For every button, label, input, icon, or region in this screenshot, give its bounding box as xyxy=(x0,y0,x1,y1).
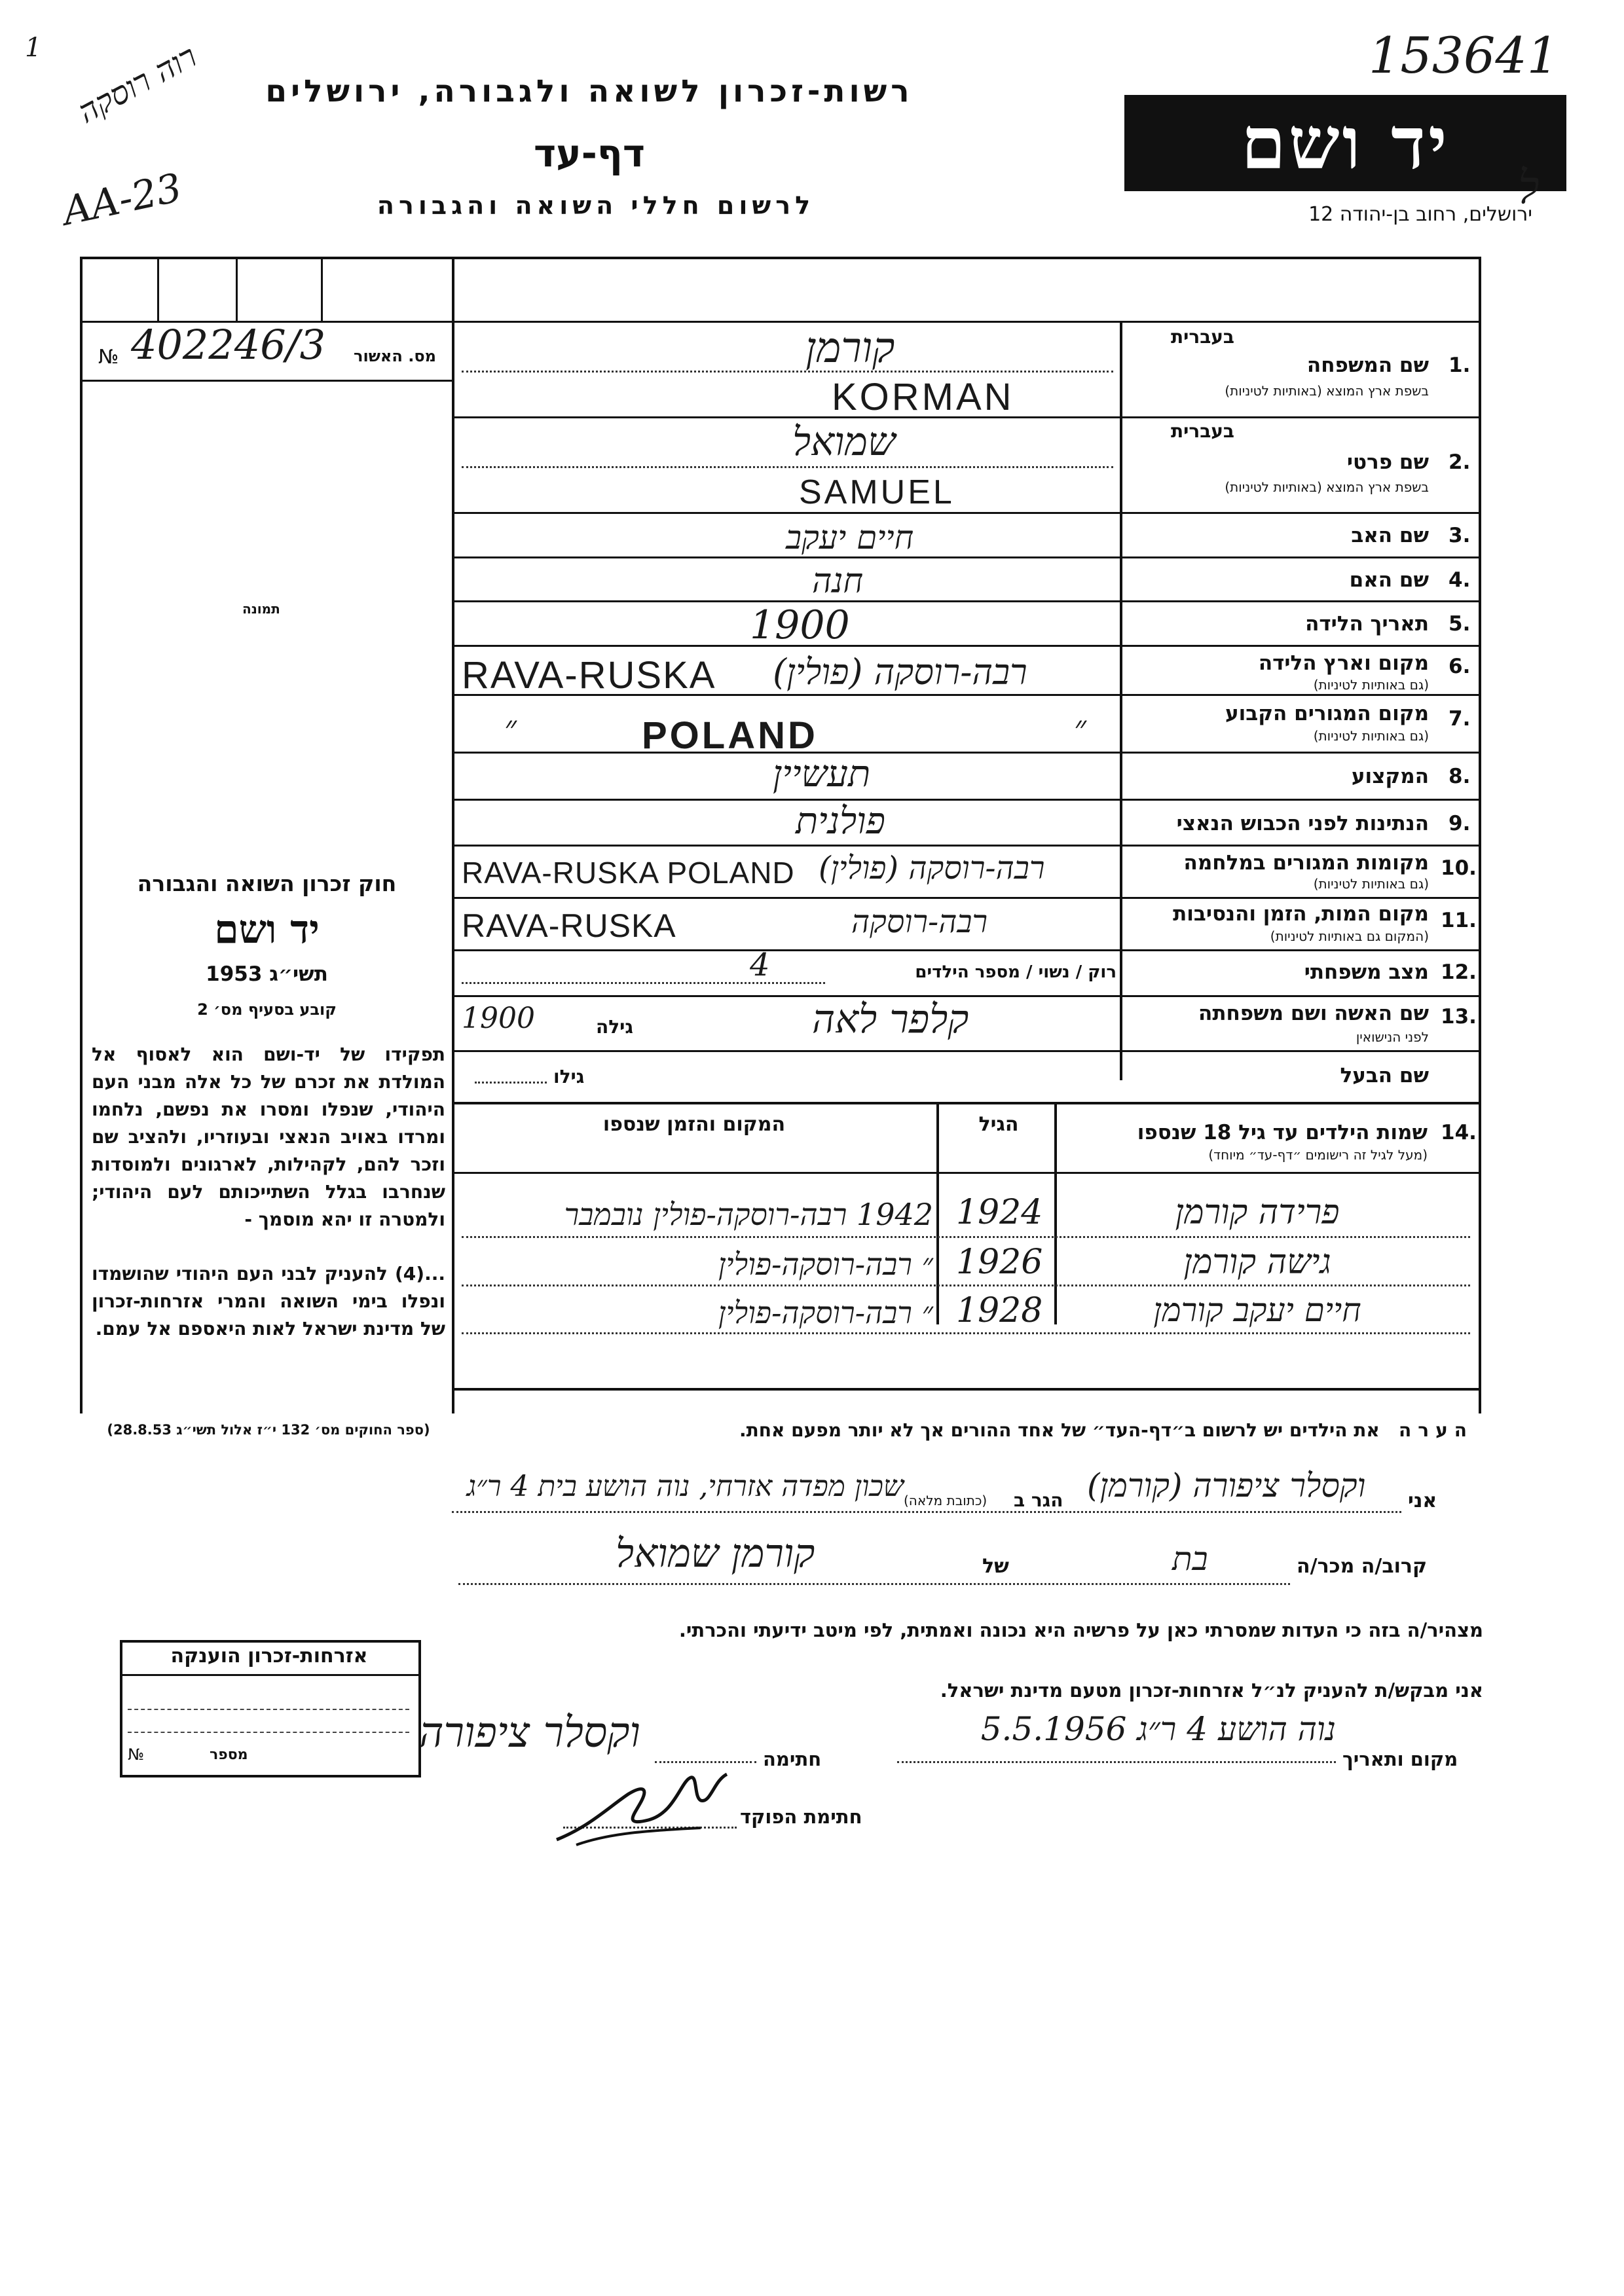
place-date-dotline xyxy=(897,1761,1336,1763)
field-7-number: 7. xyxy=(1449,707,1471,731)
law-title: חוק זכרון השואה והגבורה xyxy=(137,871,397,896)
place-date-label: מקום ותאריך xyxy=(1342,1748,1458,1770)
children-place-header: המקום והזמן שנספו xyxy=(602,1113,786,1136)
approval-number: 402246/3 xyxy=(131,321,326,369)
frame-top xyxy=(80,257,1481,259)
field-7-sub: (גם באותיות לטיניות) xyxy=(1313,728,1429,744)
citizenship-box-line-2 xyxy=(128,1732,409,1733)
field-2-dotline xyxy=(462,466,1113,468)
row-line xyxy=(454,1050,1479,1052)
field-1-sub: בשפת ארץ המוצא (באותיות לטיניות) xyxy=(1225,383,1429,399)
wife-name: קלפר לאה xyxy=(812,996,969,1042)
death-place-latin: RAVA-RUSKA xyxy=(462,907,676,944)
mother-name: חנה xyxy=(812,562,864,601)
child-1-age: 1924 xyxy=(956,1193,1043,1232)
child-3-place: ״ רבה-רוסקה-פולין xyxy=(718,1295,933,1330)
declaration-request: אני מבקש/ת להעניק לנ״ל אזרחות-זכרון מטעם מדינת ישראל. xyxy=(940,1679,1483,1702)
child-3-dotline xyxy=(462,1332,1470,1334)
frame-right xyxy=(1479,257,1481,1413)
photo-label: תמונה xyxy=(242,601,280,617)
child-1-dotline xyxy=(462,1236,1470,1238)
child-3-name: חיים יעקב קורמן xyxy=(1153,1291,1361,1329)
field-11-label: מקום המות, הזמן והנסיבות xyxy=(1173,902,1429,926)
family-name-latin: KORMAN xyxy=(832,376,1014,418)
field-13-number: 13. xyxy=(1441,1005,1477,1029)
birth-place-latin: RAVA-RUSKA xyxy=(462,654,716,697)
children-top-line xyxy=(454,1102,1479,1104)
wartime-residence-hebrew: רבה-רוסקה (פולין) xyxy=(819,850,1045,886)
husband-age-dotline xyxy=(475,1082,547,1084)
field-3-label: שם האב xyxy=(1351,524,1429,547)
related-person-name: קורמן שמואל xyxy=(616,1531,815,1576)
field-6-number: 6. xyxy=(1449,655,1471,678)
field-6-sub: (גם באותיות לטיניות) xyxy=(1313,677,1429,693)
form-title: דף-עד xyxy=(533,131,646,175)
children-col-2 xyxy=(1054,1102,1057,1324)
child-3-age: 1928 xyxy=(956,1291,1043,1330)
row-line xyxy=(454,645,1479,647)
field-2-sub: בשפת ארץ המוצא (באותיות לטיניות) xyxy=(1225,479,1429,495)
field-4-number: 4. xyxy=(1449,568,1471,592)
law-text-1: תפקידו של יד-ושם הוא לאסוף אל המולדת את זכרם של כל אלה מבני העם היהודי, שנפלו ומסרו את נפשם, נלחמו ומרדו באויב הנאצי ובעוזריו, ולהציב שם וזכר להם, לקהילות, לארגונים ולמוסדות שנחרבו בגלל השתייכותם לעם היהודי; ולמטרה זו יהא מוסמך - xyxy=(92,1044,445,1230)
approval-no-symbol: № xyxy=(98,346,119,369)
child-2-dotline xyxy=(462,1285,1470,1286)
field-10-sub: (גם באותיות לטיניות) xyxy=(1313,876,1429,892)
citizenship: פולנית xyxy=(796,800,885,843)
citizenship-box-no-symbol: № xyxy=(128,1745,144,1764)
field-9-label: הנתינות לפני הכבוש הנאצי xyxy=(1176,812,1429,835)
children-header-line xyxy=(454,1172,1479,1174)
citizenship-box-header-line xyxy=(120,1674,418,1676)
field-13-sub: לפני הנישואין xyxy=(1356,1029,1429,1045)
marital-status-options: רוק / נשוי / מספר הילדים xyxy=(915,962,1116,982)
sidebar-divider xyxy=(452,257,454,1413)
header-tick-3 xyxy=(321,257,323,321)
of-label: של xyxy=(982,1555,1009,1578)
birth-date: 1900 xyxy=(750,602,850,648)
margin-note-place: רוה רוסקה xyxy=(72,37,203,131)
husband-age-label: גילו xyxy=(553,1066,585,1087)
residence-ditto-right: ״ xyxy=(1074,708,1086,746)
signature-label: חתימה xyxy=(763,1748,822,1770)
children-age-header: הגיל xyxy=(978,1113,1019,1136)
address-line: ירושלים, רחוב בן-יהודה 12 xyxy=(1308,203,1532,226)
row-line xyxy=(454,949,1479,951)
declarant-address: שכון מפדה אזרחי, נוה הושע בית 4 ר״ג xyxy=(466,1470,904,1503)
field-4-label: שם האם xyxy=(1349,568,1429,592)
note-label: הערה xyxy=(1399,1419,1473,1441)
field-11-sub: (המקום גם באותיות לטיניות) xyxy=(1270,928,1429,944)
row-line xyxy=(454,845,1479,847)
residence-ditto-left: ״ xyxy=(504,708,517,746)
resident-label: הגר ב xyxy=(1014,1489,1063,1511)
family-name-hebrew: קורמן xyxy=(805,324,895,373)
field-10-label: מקומות המגורים במלחמה xyxy=(1183,851,1429,875)
field-12-dotline xyxy=(462,982,825,984)
child-2-age: 1926 xyxy=(956,1243,1043,1282)
field-2-hebrew-header: בעברית xyxy=(1170,420,1234,442)
institution-name: רשות-זכרון לשואה ולגבורה, ירושלים xyxy=(265,73,913,109)
field-3-number: 3. xyxy=(1449,524,1471,547)
field-2-label: שם פרטי xyxy=(1346,450,1429,474)
children-header-sub: (מעל לגיל זה רישומים ״דף-עד״ מיוחד) xyxy=(1208,1147,1428,1163)
row-line xyxy=(454,512,1479,514)
field-1-hebrew-header: בעברית xyxy=(1170,326,1234,348)
label-divider xyxy=(1120,321,1122,1080)
field-11-number: 11. xyxy=(1441,909,1477,932)
wife-age-label: גילה xyxy=(596,1016,633,1038)
number-of-children: 4 xyxy=(750,947,770,983)
note-body: את הילדים יש לרשום ב״דף-העד״ של אחד ההורים אך לא יותר מפעם אחת. xyxy=(739,1419,1380,1441)
profession: תעשיין xyxy=(773,753,871,795)
declarant-name: וקסלר ציפורה (קורמן) xyxy=(1087,1467,1366,1504)
declarant-signature: וקסלר ציפורה xyxy=(419,1709,640,1757)
husband-label: שם הבעל xyxy=(1340,1064,1429,1087)
place-date-value: נוה הושע 4 ר״ג 5.5.1956 xyxy=(980,1710,1336,1748)
child-1-name: פרידה קורמן xyxy=(1175,1193,1340,1232)
official-signature-label: חתימת הפוקד xyxy=(740,1806,862,1828)
form-subtitle: לרשום חללי השואה והגבורה xyxy=(377,191,815,220)
margin-tick: 1 xyxy=(25,33,42,63)
citizenship-box-title: אזרחות-זכרון הוענקה xyxy=(170,1645,368,1667)
first-name-latin: SAMUEL xyxy=(799,473,955,511)
field-1-number: 1. xyxy=(1449,354,1471,377)
wartime-residence-latin: RAVA-RUSKA POLAND xyxy=(462,856,795,890)
field-2-number: 2. xyxy=(1449,450,1471,474)
field-8-number: 8. xyxy=(1449,765,1471,788)
field-12-number: 12. xyxy=(1441,960,1477,984)
corner-mark: ל xyxy=(1518,160,1540,214)
children-col-1 xyxy=(936,1102,939,1324)
death-place-hebrew: רבה-רוסקה xyxy=(851,903,988,940)
law-name: יד ושם xyxy=(214,907,320,953)
field-10-number: 10. xyxy=(1441,856,1477,880)
resident-hint: (כתובת מלאה) xyxy=(904,1493,987,1508)
law-section: קובע בסעיף מס׳ 2 xyxy=(197,1000,337,1019)
field-13-label: שם האשה ושם משפחתה xyxy=(1198,1002,1429,1025)
signature-dotline xyxy=(655,1761,756,1763)
field-5-label: תאריך הלידה xyxy=(1305,612,1429,636)
declaration-i-label: אני xyxy=(1408,1489,1437,1512)
residence-value: POLAND xyxy=(642,714,818,757)
margin-note-code: AA-23 xyxy=(58,164,186,235)
row-line xyxy=(454,799,1479,801)
birth-place-hebrew: רבה-רוסקה (פולין) xyxy=(773,651,1027,693)
first-name-hebrew: שמואל xyxy=(792,419,896,465)
relation-label: קרוב/ה מכר/ה xyxy=(1297,1555,1428,1578)
row-line xyxy=(454,556,1479,558)
field-1-dotline xyxy=(462,371,1113,373)
address-dotline xyxy=(452,1511,1401,1513)
father-name: חיים יעקב xyxy=(786,519,914,556)
citizenship-box-number-label: מספר xyxy=(210,1747,248,1763)
row-line xyxy=(454,600,1479,602)
children-header: שמות הילדים עד גיל 18 שנספו xyxy=(1137,1121,1428,1144)
approval-row-line xyxy=(80,380,452,382)
approval-label: מס. האשור xyxy=(354,347,436,365)
law-text-2: ...(4) להעניק לבני העם היהודי שהושמדו ונפלו בימי השואה והמרי אזרחות-זכרון של מדינת ישראל לאות היאספם אל עמם. xyxy=(92,1263,445,1339)
field-12-label: מצב משפחתי xyxy=(1304,960,1429,984)
children-bottom-line xyxy=(454,1388,1479,1391)
relation-value: בת xyxy=(1172,1540,1208,1578)
row-line xyxy=(454,897,1479,899)
citizenship-box-line-1 xyxy=(128,1709,409,1710)
row-line xyxy=(454,752,1479,754)
note-text xyxy=(458,1419,1473,1441)
children-number: 14. xyxy=(1441,1121,1477,1144)
header-tick-1 xyxy=(157,257,159,321)
child-1-place: 1942 רבה-רוסקה-פולין נובמבר xyxy=(564,1197,933,1232)
law-year: תשי״ג 1953 xyxy=(206,962,328,986)
child-2-place: ״ רבה-רוסקה-פולין xyxy=(718,1247,933,1282)
law-source: (ספר החוקים מס׳ 132 י״ז אלול תשי״ג 28.8.53) xyxy=(107,1422,430,1438)
official-signature-scribble xyxy=(550,1768,747,1853)
field-6-label: מקום וארץ הלידה xyxy=(1258,651,1429,675)
relation-dotline xyxy=(458,1583,1290,1585)
child-2-name: גישה קורמן xyxy=(1183,1243,1331,1282)
field-1-label: שם המשפחה xyxy=(1306,354,1429,377)
declaration-statement: מצהיר/ה בזה כי העדות שמסרתי כאן על פרשיה היא נכונה ואמתית, לפי מיטב ידיעתי והכרתי. xyxy=(678,1619,1483,1641)
archive-number: 153641 xyxy=(1369,26,1559,84)
frame-left xyxy=(80,257,83,1413)
wife-age: 1900 xyxy=(462,1002,535,1035)
yad-vashem-logo: יד ושם xyxy=(1124,95,1566,191)
field-5-number: 5. xyxy=(1449,612,1471,636)
field-8-label: המקצוע xyxy=(1351,765,1429,788)
field-9-number: 9. xyxy=(1449,812,1471,835)
field-7-label: מקום המגורים הקבוע xyxy=(1225,702,1429,725)
header-tick-2 xyxy=(236,257,238,321)
